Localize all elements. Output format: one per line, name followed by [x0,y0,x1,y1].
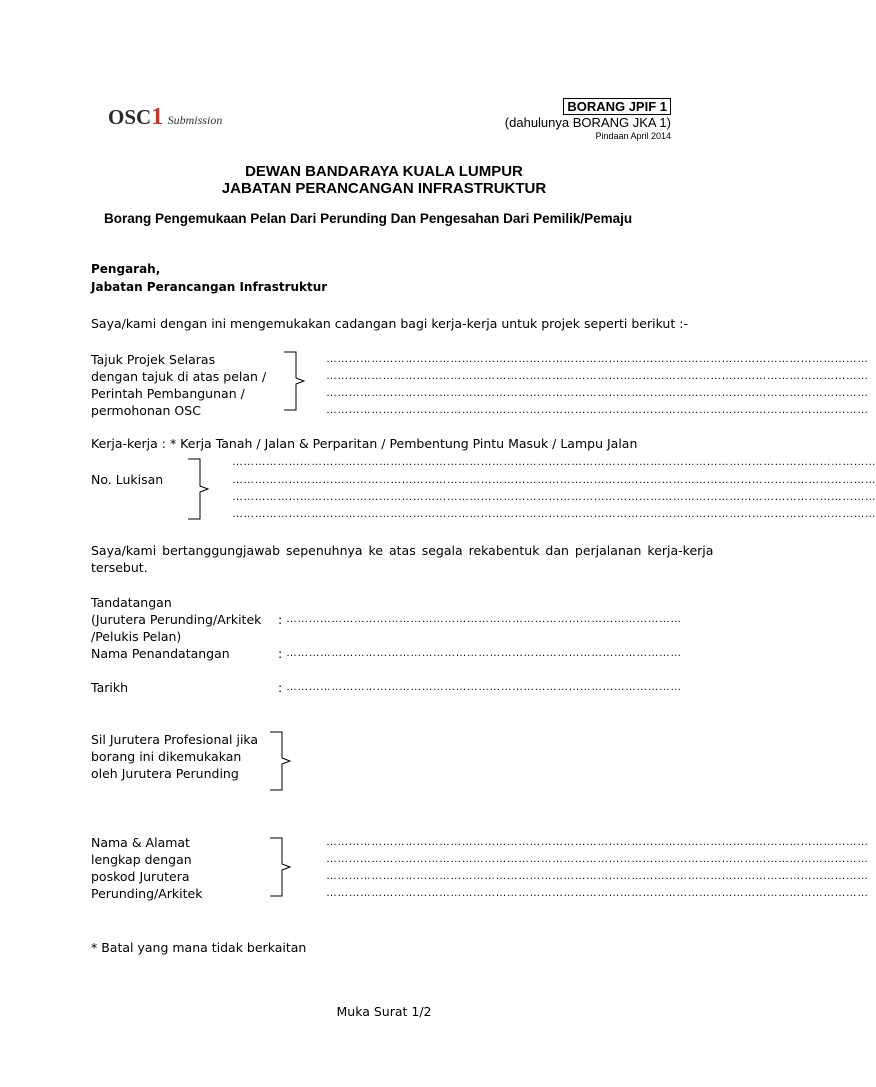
project-label-4: permohonan OSC [91,403,201,418]
project-brace [282,350,312,412]
drawing-field-1[interactable]: ……………………………………………………………………………………………………………………………………………………… [232,456,876,468]
page-number: Muka Surat 1/2 [336,1004,432,1019]
drawing-brace [186,457,216,521]
drawing-field-2[interactable]: ……………………………………………………………………………………………………………………………………………………… [232,474,876,486]
addressee-line1: Pengarah, [91,262,161,276]
address-label-1: Nama & Alamat [91,835,190,850]
address-field-3[interactable]: ……………………………………………………………………………………………………………………………… [326,870,869,882]
form-code: BORANG JPIF 1 [567,99,667,114]
seal-line-1: Sil Jurutera Profesional jika [91,732,259,747]
signature-colon: : [278,612,283,627]
address-label-2: lengkap dengan [91,852,192,867]
logo-numeral: 1 [151,104,164,130]
date-label: Tarikh [91,680,128,695]
addressee-line2: Jabatan Perancangan Infrastruktur [91,280,328,294]
osc-logo [108,104,222,131]
name-label: Nama Penandatangan [91,646,230,661]
address-field-1[interactable]: ……………………………………………………………………………………………………………………………… [326,836,869,848]
project-label-1: Tajuk Projek Selaras [91,352,216,367]
address-field-4[interactable]: ……………………………………………………………………………………………………………………………… [326,887,869,899]
address-field-2[interactable]: ……………………………………………………………………………………………………………………………… [326,853,869,865]
address-label-4: Perunding/Arkitek [91,886,203,901]
logo-subtitle: Submission [167,113,223,127]
form-code-box [563,98,671,115]
signature-label-2: (Jurutera Perunding/Arkitek [91,612,262,627]
signature-field[interactable]: …………………………………………………………………………………………… [286,613,682,625]
header-line1: DEWAN BANDARAYA KUALA LUMPUR [245,163,523,180]
seal-line-3: oleh Jurutera Perunding [91,766,239,781]
drawing-label: No. Lukisan [91,472,164,487]
signature-label-3: /Pelukis Pelan) [91,629,182,644]
drawing-field-4[interactable]: ……………………………………………………………………………………………………………………………………………………… [232,508,876,520]
project-field-4[interactable]: ……………………………………………………………………………………………………………………………… [326,404,869,416]
intro-text: Saya/kami dengan ini mengemukakan cadangan bagi kerja-kerja untuk projek seperti berikut :- [91,316,688,331]
address-brace [268,836,298,898]
address-label-3: poskod Jurutera [91,869,190,884]
project-label-2: dengan tajuk di atas pelan / [91,369,267,384]
footnote: * Batal yang mana tidak berkaitan [91,940,307,955]
project-label-3: Perintah Pembangunan / [91,386,245,401]
project-field-3[interactable]: ……………………………………………………………………………………………………………………………… [326,387,869,399]
date-colon: : [278,680,283,695]
seal-line-2: borang ini dikemukakan [91,749,242,764]
date-field[interactable]: …………………………………………………………………………………………… [286,681,682,693]
declaration-line2: tersebut. [91,560,148,575]
declaration-line1: Saya/kami bertanggungjawab sepenuhnya ke atas segala rekabentuk dan perjalanan kerja-kerja [91,543,714,558]
project-field-1[interactable]: ……………………………………………………………………………………………………………………………… [326,353,869,365]
form-subtitle: Borang Pengemukaan Pelan Dari Perunding Dan Pengesahan Dari Pemilik/Pemaju [104,211,633,226]
form-revision: Pindaan April 2014 [595,131,671,141]
name-field[interactable]: …………………………………………………………………………………………… [286,647,682,659]
name-colon: : [278,646,283,661]
drawing-field-3[interactable]: ……………………………………………………………………………………………………………………………………………………… [232,491,876,503]
signature-label-1: Tandatangan [91,595,172,610]
header-line2: JABATAN PERANCANGAN INFRASTRUKTUR [221,180,547,197]
project-field-2[interactable]: ……………………………………………………………………………………………………………………………… [326,370,869,382]
works-text: Kerja-kerja : * Kerja Tanah / Jalan & Perparitan / Pembentung Pintu Masuk / Lampu Jalan [91,436,638,451]
logo-brand: OSC [108,105,152,129]
form-former-name: (dahulunya BORANG JKA 1) [504,115,671,130]
seal-brace [268,730,298,792]
